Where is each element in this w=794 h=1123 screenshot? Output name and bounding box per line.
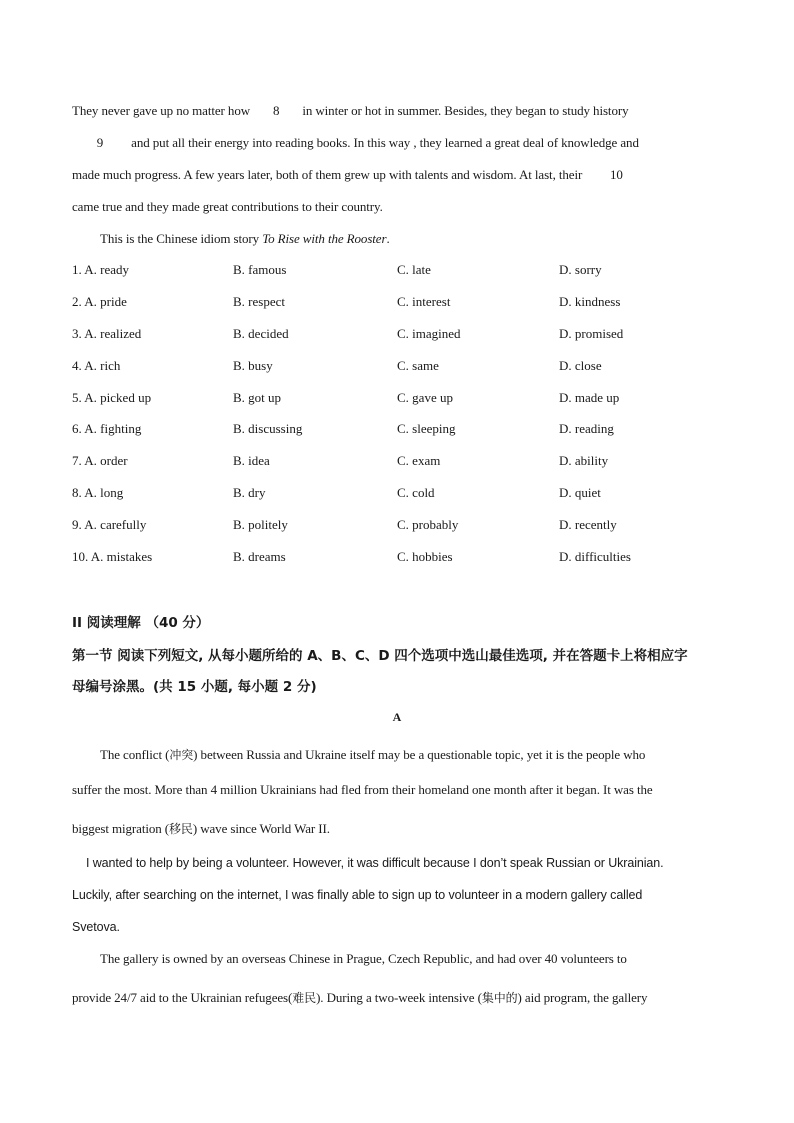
option-d: D. made up xyxy=(559,390,620,405)
option-row-8 xyxy=(72,485,672,503)
section-instruction-line-1: 第一节 阅读下列短文, 从每小题所给的 A、B、C、D 四个选项中选山最佳选项, 并在答题卡上将相应字 xyxy=(72,648,688,664)
text-span: . xyxy=(386,231,390,246)
option-d: D. reading xyxy=(559,421,614,436)
blank-8: 8 xyxy=(272,103,280,118)
option-b: B. respect xyxy=(233,294,285,309)
passage-line-2 xyxy=(72,135,639,151)
passage-a-p3-line-1: The gallery is owned by an overseas Chinese in Prague, Czech Republic, and had over 40 volunteers to xyxy=(100,951,627,966)
option-row-9 xyxy=(72,517,672,535)
passage-label: A xyxy=(392,710,402,724)
option-d: D. difficulties xyxy=(559,549,631,564)
option-row-6 xyxy=(72,421,672,439)
option-a: 2. A. pride xyxy=(72,294,127,309)
option-c: C. probably xyxy=(397,517,459,532)
text-span: They never gave up no matter how xyxy=(72,103,254,118)
option-c: C. exam xyxy=(397,453,441,468)
passage-line-3 xyxy=(72,167,647,183)
option-row-2 xyxy=(72,294,672,312)
text-span: ) wave since World War II. xyxy=(192,821,330,836)
option-a: 3. A. realized xyxy=(72,326,142,341)
option-c: C. cold xyxy=(397,485,435,500)
option-b: B. discussing xyxy=(233,421,303,436)
option-d: D. kindness xyxy=(559,294,621,309)
passage-a-p3-line-2 xyxy=(72,989,647,1006)
option-d: D. close xyxy=(559,358,602,373)
option-c: C. interest xyxy=(397,294,451,309)
text-span: ) aid program, the gallery xyxy=(517,990,648,1005)
text-span: provide 24/7 aid to the Ukrainian refugees( xyxy=(72,990,293,1005)
option-b: B. decided xyxy=(233,326,289,341)
option-c: C. gave up xyxy=(397,390,453,405)
passage-a-p2-line-1: I wanted to help by being a volunteer. However, it was difficult because I don’t speak Russian or Ukrainian. xyxy=(86,856,664,870)
option-d: D. recently xyxy=(559,517,617,532)
option-b: B. idea xyxy=(233,453,270,468)
option-c: C. late xyxy=(397,262,431,277)
option-row-4 xyxy=(72,358,672,376)
text-span: ) between Russia and Ukraine itself may be a questionable topic, yet it is the people who xyxy=(193,747,646,762)
section-title: II 阅读理解 （40 分） xyxy=(72,615,210,631)
option-row-5 xyxy=(72,390,672,408)
cjk-gloss: 集中的 xyxy=(481,991,518,1005)
text-span: biggest migration ( xyxy=(72,821,170,836)
text-span: in winter or hot in summer. Besides, they began to study history xyxy=(299,103,629,118)
text-span: ). During a two-week intensive ( xyxy=(316,990,482,1005)
idiom-title: To Rise with the Rooster xyxy=(262,231,387,246)
passage-a-p2-line-2: Luckily, after searching on the internet, I was finally able to sign up to volunteer in a modern gallery called xyxy=(72,888,643,902)
option-b: B. busy xyxy=(233,358,273,373)
option-b: B. dreams xyxy=(233,549,286,564)
option-a: 1. A. ready xyxy=(72,262,130,277)
option-c: C. sleeping xyxy=(397,421,456,436)
blank-9: 9 xyxy=(96,135,104,150)
text-span: made much progress. A few years later, both of them grew up with talents and wisdom. At last, their xyxy=(72,167,586,182)
option-row-1 xyxy=(72,262,672,280)
option-a: 8. A. long xyxy=(72,485,124,500)
option-row-3 xyxy=(72,326,672,344)
text-span: The conflict ( xyxy=(100,747,170,762)
option-a: 6. A. fighting xyxy=(72,421,142,436)
cjk-gloss: 冲突 xyxy=(169,748,194,762)
passage-line-4: came true and they made great contributions to their country. xyxy=(72,199,383,214)
cjk-gloss: 难民 xyxy=(292,991,317,1005)
blank-10: 10 xyxy=(609,167,623,182)
option-a: 4. A. rich xyxy=(72,358,121,373)
option-b: B. got up xyxy=(233,390,282,405)
section-instruction-line-2: 母编号涂黑。(共 15 小题, 每小题 2 分) xyxy=(72,679,317,695)
option-c: C. imagined xyxy=(397,326,461,341)
passage-a-p1-line-2: suffer the most. More than 4 million Ukrainians had fled from their homeland one month after it began. It was the xyxy=(72,782,653,797)
passage-line-1 xyxy=(72,103,628,119)
text-span: and put all their energy into reading books. In this way , they learned a great deal of knowledge and xyxy=(128,135,639,150)
option-b: B. politely xyxy=(233,517,288,532)
passage-a-p1-line-3 xyxy=(72,820,330,837)
passage-line-5 xyxy=(100,231,390,247)
option-b: B. famous xyxy=(233,262,287,277)
cjk-gloss: 移民 xyxy=(169,822,193,836)
option-d: D. ability xyxy=(559,453,609,468)
option-row-7 xyxy=(72,453,672,471)
option-c: C. hobbies xyxy=(397,549,453,564)
option-row-10 xyxy=(72,549,672,567)
option-b: B. dry xyxy=(233,485,266,500)
option-a: 9. A. carefully xyxy=(72,517,147,532)
option-c: C. same xyxy=(397,358,439,373)
option-d: D. quiet xyxy=(559,485,601,500)
option-d: D. sorry xyxy=(559,262,602,277)
option-d: D. promised xyxy=(559,326,624,341)
text-span: This is the Chinese idiom story xyxy=(100,231,263,246)
option-a: 10. A. mistakes xyxy=(72,549,153,564)
passage-a-p1-line-1 xyxy=(100,746,645,763)
passage-a-p2-line-3: Svetova. xyxy=(72,920,120,934)
option-a: 7. A. order xyxy=(72,453,128,468)
option-a: 5. A. picked up xyxy=(72,390,152,405)
